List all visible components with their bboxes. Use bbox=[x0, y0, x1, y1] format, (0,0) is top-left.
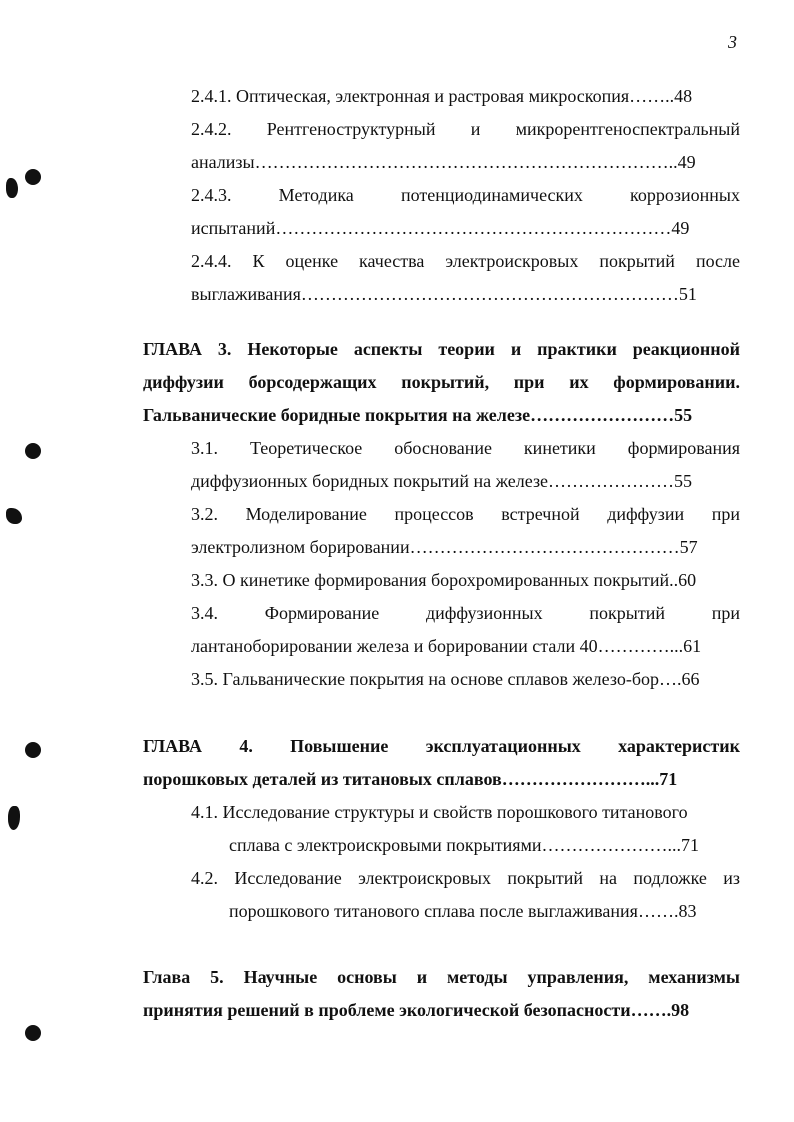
toc-entry-3-1-line1: 3.1. Теоретическое обоснование кинетики формирования bbox=[191, 438, 740, 458]
chapter-3-title-line2: диффузии борсодержащих покрытий, при их формировании. bbox=[143, 372, 740, 392]
toc-entry-4-2-line2: порошкового титанового сплава после выглаживания…….83 bbox=[229, 901, 697, 921]
binding-hole bbox=[25, 1025, 41, 1041]
page-number: 3 bbox=[728, 32, 737, 52]
toc-entry-4-1-line1: 4.1. Исследование структуры и свойств порошкового титанового bbox=[191, 802, 688, 822]
ink-blot bbox=[6, 508, 22, 524]
toc-entry-2-4-1: 2.4.1. Оптическая, электронная и растровая микроскопия……..48 bbox=[191, 86, 693, 106]
toc-entry-2-4-4-line1: 2.4.4. К оценке качества электроискровых покрытий после bbox=[191, 251, 740, 271]
ink-blot bbox=[6, 178, 18, 198]
ink-blot bbox=[8, 806, 20, 830]
toc-entry-4-1-line2: сплава с электроискровыми покрытиями…………………...71 bbox=[229, 835, 700, 855]
binding-hole bbox=[25, 742, 41, 758]
toc-entry-2-4-3-line2: испытаний…………………………………………………………49 bbox=[191, 218, 690, 238]
toc-entry-2-4-2-line2: анализы……………………………………………………………..49 bbox=[191, 152, 696, 172]
toc-entry-4-2-line1: 4.2. Исследование электроискровых покрытий на подложке из bbox=[191, 868, 740, 888]
chapter-5-title-line2: принятия решений в проблеме экологической безопасности…….98 bbox=[143, 1000, 690, 1020]
chapter-4-title-line2: порошковых деталей из титановых сплавов……………………...71 bbox=[143, 769, 678, 789]
chapter-3-title-line3: Гальванические боридные покрытия на железе……………………55 bbox=[143, 405, 693, 425]
binding-hole bbox=[25, 169, 41, 185]
toc-entry-3-4-line2: лантаноборировании железа и борировании стали 40…………...61 bbox=[191, 636, 702, 656]
toc-entry-3-3: 3.3. О кинетике формирования борохромированных покрытий..60 bbox=[191, 570, 697, 590]
toc-entry-2-4-4-line2: выглаживания………………………………………………………51 bbox=[191, 284, 697, 304]
toc-entry-3-2-line1: 3.2. Моделирование процессов встречной диффузии при bbox=[191, 504, 740, 524]
binding-hole bbox=[25, 443, 41, 459]
toc-entry-3-4-line1: 3.4. Формирование диффузионных покрытий при bbox=[191, 603, 740, 623]
toc-entry-3-1-line2: диффузионных боридных покрытий на железе…………………55 bbox=[191, 471, 693, 491]
toc-entry-3-5: 3.5. Гальванические покрытия на основе сплавов железо-бор….66 bbox=[191, 669, 700, 689]
chapter-5-title-line1: Глава 5. Научные основы и методы управления, механизмы bbox=[143, 967, 740, 987]
chapter-3-title-line1: ГЛАВА 3. Некоторые аспекты теории и практики реакционной bbox=[143, 339, 740, 359]
toc-entry-2-4-3-line1: 2.4.3. Методика потенциодинамических коррозионных bbox=[191, 185, 740, 205]
toc-entry-2-4-2-line1: 2.4.2. Рентгеноструктурный и микрорентгеноспектральный bbox=[191, 119, 740, 139]
toc-entry-3-2-line2: электролизном борировании………………………………………57 bbox=[191, 537, 698, 557]
chapter-4-title-line1: ГЛАВА 4. Повышение эксплуатационных характеристик bbox=[143, 736, 740, 756]
